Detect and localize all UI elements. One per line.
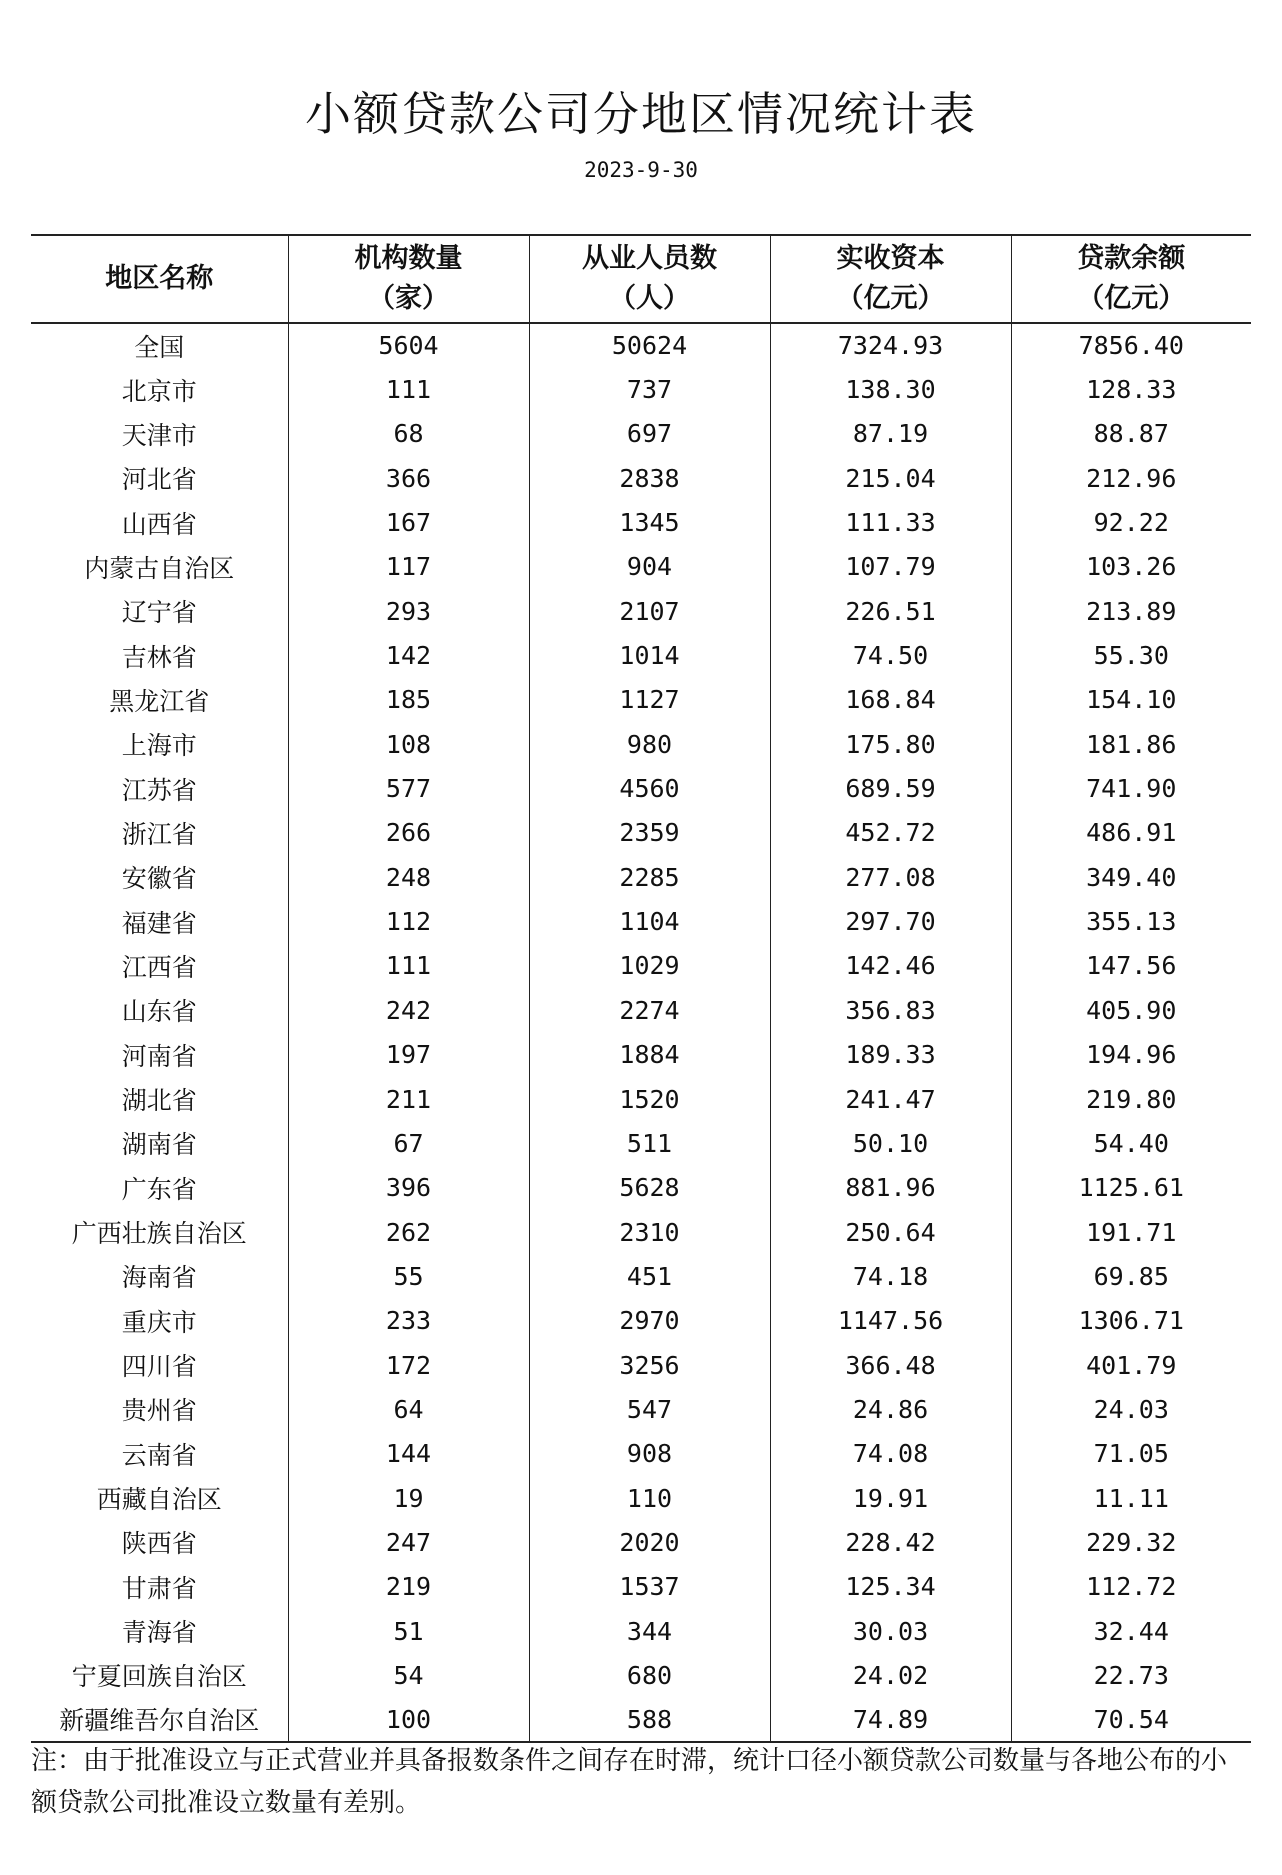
table-row (31, 633, 1251, 677)
institutions-cell: 167 (288, 500, 529, 544)
loan-balance-cell: 112.72 (1011, 1565, 1251, 1609)
paid-in-capital-cell: 881.96 (770, 1166, 1011, 1210)
table-row (31, 988, 1251, 1032)
table-row (31, 1343, 1251, 1387)
paid-in-capital-cell: 125.34 (770, 1565, 1011, 1609)
region-cell: 广西壮族自治区 (71, 1219, 247, 1249)
region-cell: 重庆市 (121, 1307, 197, 1337)
institutions-cell: 247 (288, 1520, 529, 1564)
paid-in-capital-cell: 7324.93 (770, 323, 1011, 367)
employees-cell: 1520 (529, 1077, 770, 1121)
employees-cell: 1127 (529, 678, 770, 722)
paid-in-capital-cell: 74.89 (770, 1698, 1011, 1742)
employees-cell: 1104 (529, 899, 770, 943)
loan-balance-cell: 1306.71 (1011, 1299, 1251, 1343)
table-row (31, 766, 1251, 810)
loan-balance-cell: 88.87 (1011, 412, 1251, 456)
loan-balance-cell: 92.22 (1011, 500, 1251, 544)
employees-cell: 908 (529, 1432, 770, 1476)
loan-balance-cell: 191.71 (1011, 1210, 1251, 1254)
paid-in-capital-cell: 452.72 (770, 811, 1011, 855)
loan-balance-cell: 70.54 (1011, 1698, 1251, 1742)
paid-in-capital-cell: 366.48 (770, 1343, 1011, 1387)
table-row (31, 1254, 1251, 1298)
region-cell: 吉林省 (121, 642, 197, 672)
region-cell: 宁夏回族自治区 (71, 1662, 247, 1692)
employees-cell: 4560 (529, 766, 770, 810)
region-cell: 湖北省 (121, 1086, 197, 1116)
employees-cell: 2274 (529, 988, 770, 1032)
header-employees-label: 从业人员数 (582, 243, 717, 274)
region-cell: 新疆维吾尔自治区 (31, 1698, 288, 1742)
institutions-cell: 172 (288, 1343, 529, 1387)
loan-balance-cell: 229.32 (1011, 1520, 1251, 1564)
region-cell: 上海市 (121, 731, 197, 761)
region-cell: 安徽省 (121, 864, 197, 894)
region-cell: 陕西省 (121, 1529, 197, 1559)
header-institutions-label: 机构数量 (354, 243, 463, 274)
table-row (31, 589, 1251, 633)
header-loan-balance-unit: （亿元） (1077, 283, 1186, 314)
employees-cell: 588 (529, 1698, 770, 1742)
paid-in-capital-cell: 138.30 (770, 367, 1011, 411)
paid-in-capital-cell: 189.33 (770, 1033, 1011, 1077)
table-row (31, 456, 1251, 500)
table-header-row (31, 235, 1251, 323)
institutions-cell: 366 (288, 456, 529, 500)
employees-cell: 5628 (529, 1166, 770, 1210)
region-cell: 广东省 (121, 1174, 197, 1204)
loan-balance-cell: 22.73 (1011, 1653, 1251, 1697)
paid-in-capital-cell: 74.50 (770, 633, 1011, 677)
region-cell: 贵州省 (121, 1396, 197, 1426)
paid-in-capital-cell: 24.86 (770, 1387, 1011, 1431)
table-row (31, 1698, 1251, 1742)
loan-balance-cell: 147.56 (1011, 944, 1251, 988)
paid-in-capital-cell: 215.04 (770, 456, 1011, 500)
table-row (31, 1476, 1251, 1520)
table-row (31, 1609, 1251, 1653)
region-cell: 青海省 (121, 1618, 197, 1648)
institutions-cell: 68 (288, 412, 529, 456)
table-row (31, 678, 1251, 722)
paid-in-capital-cell: 111.33 (770, 500, 1011, 544)
institutions-cell: 396 (288, 1166, 529, 1210)
loan-balance-cell: 212.96 (1011, 456, 1251, 500)
loan-balance-cell: 154.10 (1011, 678, 1251, 722)
institutions-cell: 108 (288, 722, 529, 766)
employees-cell: 904 (529, 545, 770, 589)
employees-cell: 3256 (529, 1343, 770, 1387)
loan-balance-cell: 194.96 (1011, 1033, 1251, 1077)
loan-balance-cell: 71.05 (1011, 1432, 1251, 1476)
region-cell: 天津市 (121, 420, 197, 450)
paid-in-capital-cell: 142.46 (770, 944, 1011, 988)
table-row (31, 367, 1251, 411)
loan-balance-cell: 1125.61 (1011, 1166, 1251, 1210)
institutions-cell: 100 (288, 1698, 529, 1742)
paid-in-capital-cell: 74.18 (770, 1254, 1011, 1298)
employees-cell: 980 (529, 722, 770, 766)
footnote: 注：由于批准设立与正式营业并具备报数条件之间存在时滞，统计口径小额贷款公司数量与各地公布的小额贷款公司批准设立数量有差别。 (31, 1746, 1228, 1818)
employees-cell: 737 (529, 367, 770, 411)
paid-in-capital-cell: 277.08 (770, 855, 1011, 899)
institutions-cell: 185 (288, 678, 529, 722)
table-row (31, 1387, 1251, 1431)
employees-cell: 2310 (529, 1210, 770, 1254)
region-cell: 甘肃省 (121, 1573, 197, 1603)
institutions-cell: 67 (288, 1121, 529, 1165)
region-cell: 四川省 (121, 1352, 197, 1382)
employees-cell: 2107 (529, 589, 770, 633)
employees-cell: 1345 (529, 500, 770, 544)
employees-cell: 1014 (529, 633, 770, 677)
header-institutions (288, 235, 529, 323)
report-date: 2023-9-30 (584, 158, 698, 182)
institutions-cell: 64 (288, 1387, 529, 1431)
table-row (31, 545, 1251, 589)
table-row (31, 899, 1251, 943)
table-row (31, 1299, 1251, 1343)
loan-balance-cell: 24.03 (1011, 1387, 1251, 1431)
employees-cell: 547 (529, 1387, 770, 1431)
table-row (31, 1520, 1251, 1564)
paid-in-capital-cell: 250.64 (770, 1210, 1011, 1254)
table-row (31, 1121, 1251, 1165)
table-row (31, 1210, 1251, 1254)
loan-balance-cell: 128.33 (1011, 367, 1251, 411)
header-paid-in-capital-unit: （亿元） (836, 283, 945, 314)
institutions-cell: 111 (288, 367, 529, 411)
employees-cell: 344 (529, 1609, 770, 1653)
table-row (31, 944, 1251, 988)
table-row (31, 722, 1251, 766)
institutions-cell: 142 (288, 633, 529, 677)
loan-balance-cell: 11.11 (1011, 1476, 1251, 1520)
header-institutions-unit: （家） (368, 283, 449, 314)
institutions-cell: 262 (288, 1210, 529, 1254)
region-cell: 湖南省 (121, 1130, 197, 1160)
employees-cell: 2285 (529, 855, 770, 899)
paid-in-capital-cell: 30.03 (770, 1609, 1011, 1653)
loan-balance-cell: 103.26 (1011, 545, 1251, 589)
statistics-table (31, 234, 1251, 1743)
employees-cell: 50624 (529, 323, 770, 367)
institutions-cell: 51 (288, 1609, 529, 1653)
page-title: 小额贷款公司分地区情况统计表 (305, 87, 977, 141)
header-loan-balance (1011, 235, 1251, 323)
table-row (31, 855, 1251, 899)
region-cell: 河南省 (121, 1041, 197, 1071)
paid-in-capital-cell: 175.80 (770, 722, 1011, 766)
institutions-cell: 197 (288, 1033, 529, 1077)
table-row (31, 1565, 1251, 1609)
institutions-cell: 111 (288, 944, 529, 988)
paid-in-capital-cell: 297.70 (770, 899, 1011, 943)
header-region-label: 地区名称 (105, 263, 214, 294)
employees-cell: 697 (529, 412, 770, 456)
paid-in-capital-cell: 226.51 (770, 589, 1011, 633)
employees-cell: 1537 (529, 1565, 770, 1609)
paid-in-capital-cell: 228.42 (770, 1520, 1011, 1564)
region-cell: 北京市 (121, 376, 197, 406)
loan-balance-cell: 7856.40 (1011, 323, 1251, 367)
loan-balance-cell: 401.79 (1011, 1343, 1251, 1387)
header-employees (529, 235, 770, 323)
table-row (31, 323, 1251, 367)
region-cell: 西藏自治区 (96, 1485, 222, 1515)
loan-balance-cell: 55.30 (1011, 633, 1251, 677)
paid-in-capital-cell: 19.91 (770, 1476, 1011, 1520)
loan-balance-cell: 355.13 (1011, 899, 1251, 943)
region-cell: 江苏省 (121, 775, 197, 805)
table-row (31, 1432, 1251, 1476)
employees-cell: 2970 (529, 1299, 770, 1343)
region-cell: 海南省 (121, 1263, 197, 1293)
loan-balance-cell: 213.89 (1011, 589, 1251, 633)
employees-cell: 110 (529, 1476, 770, 1520)
institutions-cell: 211 (288, 1077, 529, 1121)
paid-in-capital-cell: 1147.56 (770, 1299, 1011, 1343)
institutions-cell: 233 (288, 1299, 529, 1343)
employees-cell: 511 (529, 1121, 770, 1165)
paid-in-capital-cell: 168.84 (770, 678, 1011, 722)
employees-cell: 1884 (529, 1033, 770, 1077)
institutions-cell: 266 (288, 811, 529, 855)
loan-balance-cell: 349.40 (1011, 855, 1251, 899)
table-row (31, 1653, 1251, 1697)
employees-cell: 680 (529, 1653, 770, 1697)
region-cell: 河北省 (121, 465, 197, 495)
employees-cell: 2359 (529, 811, 770, 855)
paid-in-capital-cell: 689.59 (770, 766, 1011, 810)
institutions-cell: 577 (288, 766, 529, 810)
institutions-cell: 219 (288, 1565, 529, 1609)
header-loan-balance-label: 贷款余额 (1077, 243, 1186, 274)
loan-balance-cell: 219.80 (1011, 1077, 1251, 1121)
institutions-cell: 112 (288, 899, 529, 943)
paid-in-capital-cell: 24.02 (770, 1653, 1011, 1697)
table-row (31, 811, 1251, 855)
region-cell: 浙江省 (121, 819, 197, 849)
paid-in-capital-cell: 74.08 (770, 1432, 1011, 1476)
institutions-cell: 248 (288, 855, 529, 899)
region-cell: 辽宁省 (121, 598, 197, 628)
loan-balance-cell: 486.91 (1011, 811, 1251, 855)
table-row (31, 1033, 1251, 1077)
employees-cell: 2838 (529, 456, 770, 500)
region-cell: 云南省 (121, 1440, 197, 1470)
header-paid-in-capital-label: 实收资本 (836, 243, 945, 274)
header-employees-unit: （人） (609, 283, 690, 314)
employees-cell: 1029 (529, 944, 770, 988)
header-paid-in-capital (770, 235, 1011, 323)
loan-balance-cell: 54.40 (1011, 1121, 1251, 1165)
loan-balance-cell: 69.85 (1011, 1254, 1251, 1298)
table-body (31, 323, 1251, 1742)
institutions-cell: 293 (288, 589, 529, 633)
paid-in-capital-cell: 241.47 (770, 1077, 1011, 1121)
region-cell: 内蒙古自治区 (84, 553, 235, 583)
header-region (31, 235, 288, 323)
institutions-cell: 144 (288, 1432, 529, 1476)
loan-balance-cell: 741.90 (1011, 766, 1251, 810)
institutions-cell: 54 (288, 1653, 529, 1697)
region-cell: 山东省 (121, 997, 197, 1027)
paid-in-capital-cell: 50.10 (770, 1121, 1011, 1165)
institutions-cell: 242 (288, 988, 529, 1032)
region-cell: 福建省 (121, 908, 197, 938)
table-row (31, 1166, 1251, 1210)
region-cell: 山西省 (121, 509, 197, 539)
region-cell: 黑龙江省 (109, 686, 210, 716)
table-row (31, 412, 1251, 456)
employees-cell: 451 (529, 1254, 770, 1298)
table-row (31, 1077, 1251, 1121)
paid-in-capital-cell: 107.79 (770, 545, 1011, 589)
table-row (31, 500, 1251, 544)
region-cell: 江西省 (121, 952, 197, 982)
paid-in-capital-cell: 356.83 (770, 988, 1011, 1032)
paid-in-capital-cell: 87.19 (770, 412, 1011, 456)
loan-balance-cell: 405.90 (1011, 988, 1251, 1032)
employees-cell: 2020 (529, 1520, 770, 1564)
institutions-cell: 19 (288, 1476, 529, 1520)
region-cell: 全国 (134, 332, 185, 362)
institutions-cell: 5604 (288, 323, 529, 367)
loan-balance-cell: 32.44 (1011, 1609, 1251, 1653)
loan-balance-cell: 181.86 (1011, 722, 1251, 766)
institutions-cell: 55 (288, 1254, 529, 1298)
institutions-cell: 117 (288, 545, 529, 589)
